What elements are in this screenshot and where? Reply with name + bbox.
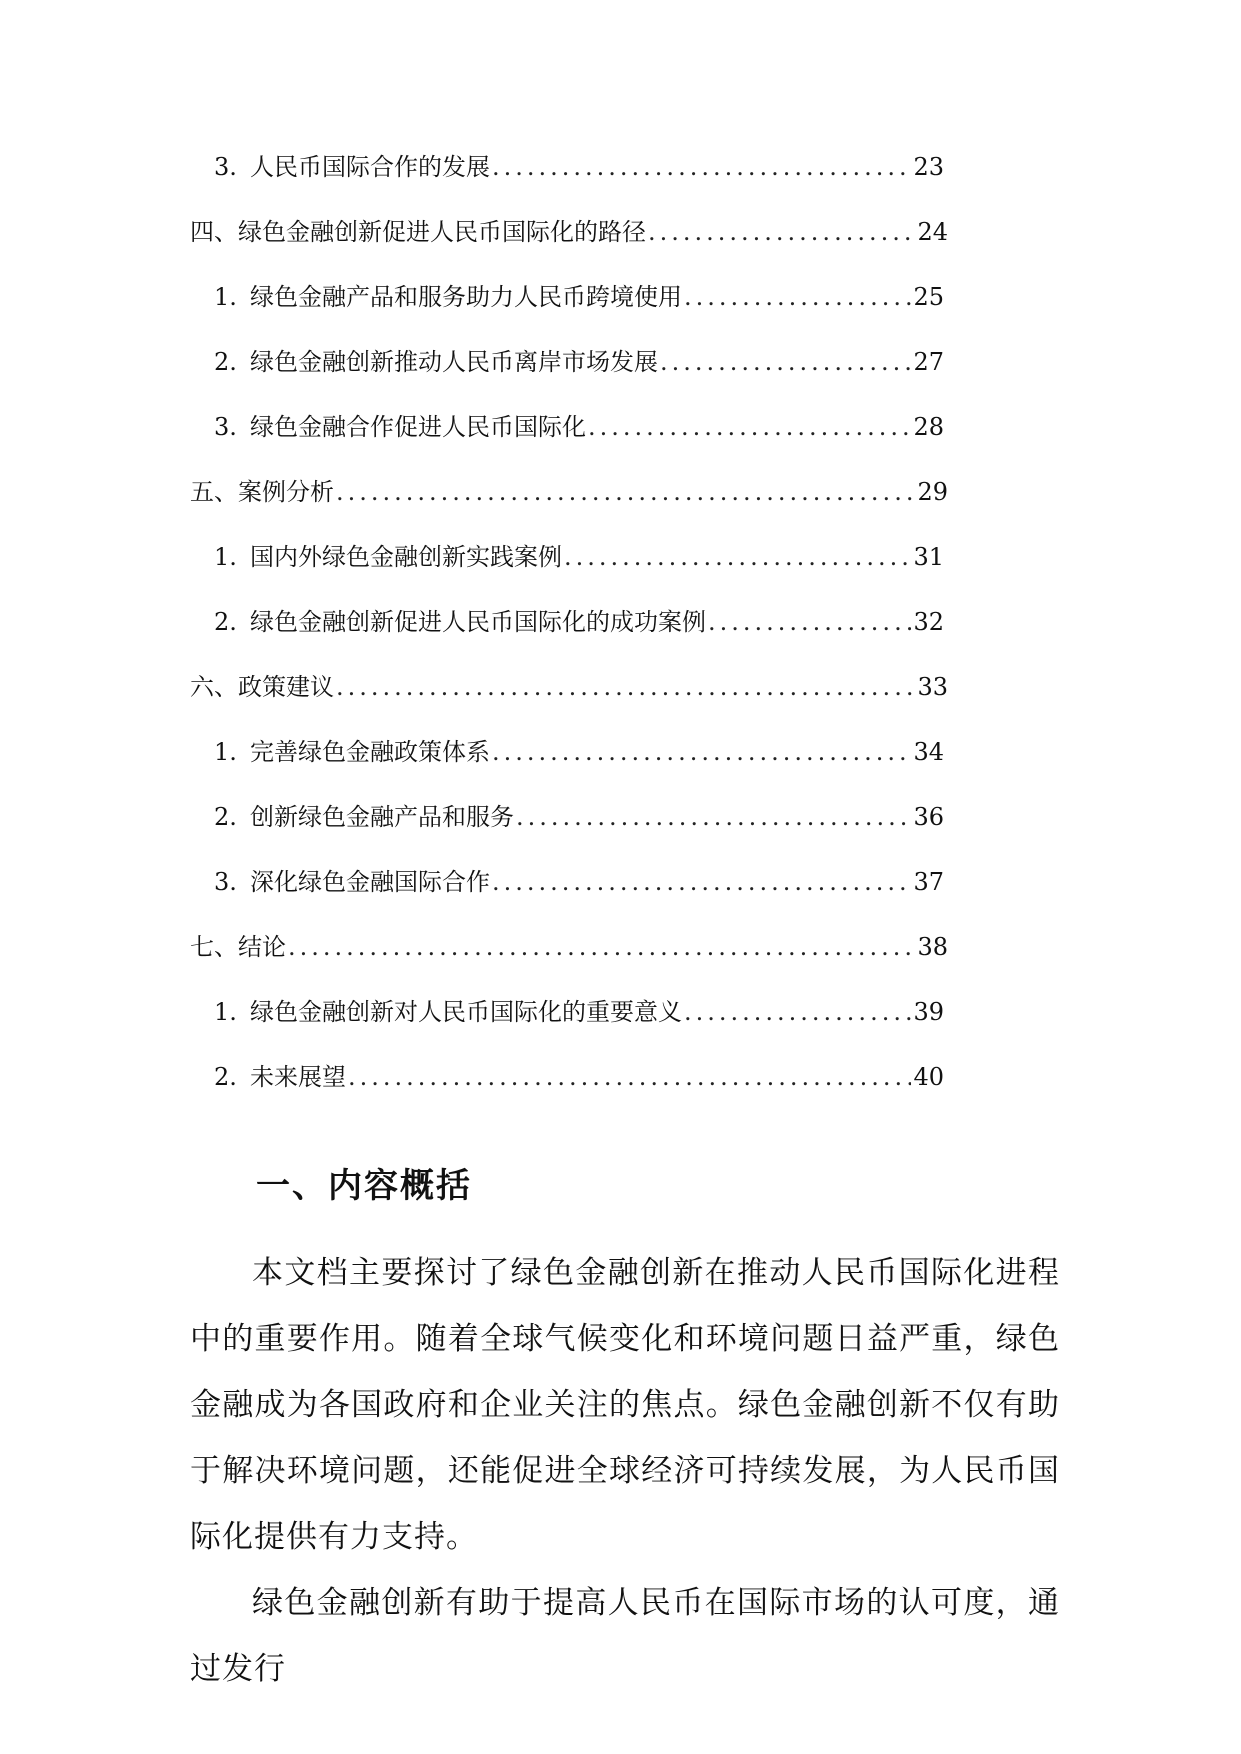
toc-entry-number: 2. [214, 348, 237, 376]
toc-entry-title: 未来展望 [250, 1063, 346, 1091]
toc-dot-leader [708, 607, 911, 637]
toc-entry-number: 3. [214, 153, 237, 181]
toc-entry[interactable] [214, 802, 944, 832]
toc-dot-leader [588, 412, 911, 442]
toc-entry[interactable] [190, 672, 948, 702]
toc-dot-leader [564, 542, 911, 572]
toc-entry[interactable] [214, 1062, 944, 1092]
toc-entry-title: 七、结论 [190, 933, 286, 961]
toc-dot-leader [336, 477, 915, 507]
toc-entry-page: 28 [913, 413, 944, 441]
toc-entry-title: 绿色金融产品和服务助力人民币跨境使用 [250, 283, 682, 311]
toc-dot-leader [684, 997, 911, 1027]
toc-entry-page: 25 [913, 283, 944, 311]
toc-entry-page: 40 [913, 1063, 944, 1091]
toc-entry-title: 创新绿色金融产品和服务 [250, 803, 514, 831]
toc-entry[interactable] [190, 217, 948, 247]
toc-entry-page: 37 [913, 868, 944, 896]
toc-entry-title: 人民币国际合作的发展 [250, 153, 490, 181]
toc-entry-page: 24 [917, 218, 948, 246]
toc-entry-title: 绿色金融创新促进人民币国际化的成功案例 [250, 608, 706, 636]
toc-entry-page: 36 [913, 803, 944, 831]
toc-entry-title: 绿色金融合作促进人民币国际化 [250, 413, 586, 441]
toc-dot-leader [492, 737, 911, 767]
toc-entry[interactable] [190, 932, 948, 962]
toc-entry-title: 五、案例分析 [190, 478, 334, 506]
toc-entry-page: 29 [917, 478, 948, 506]
toc-entry-number: 2. [214, 1063, 237, 1091]
toc-dot-leader [660, 347, 911, 377]
toc-entry-number: 3. [214, 868, 237, 896]
toc-entry[interactable] [214, 867, 944, 897]
toc-entry[interactable] [214, 542, 944, 572]
toc-entry[interactable] [214, 282, 944, 312]
toc-entry-title: 四、绿色金融创新促进人民币国际化的路径 [190, 218, 646, 246]
toc-entry-page: 23 [913, 153, 944, 181]
toc-entry-page: 32 [913, 608, 944, 636]
toc-entry-title: 绿色金融创新对人民币国际化的重要意义 [250, 998, 682, 1026]
toc-entry-title: 六、政策建议 [190, 673, 334, 701]
toc-entry-title: 完善绿色金融政策体系 [250, 738, 490, 766]
toc-entry-number: 2. [214, 803, 237, 831]
toc-entry-page: 33 [917, 673, 948, 701]
toc-dot-leader [348, 1062, 911, 1092]
toc-dot-leader [336, 672, 915, 702]
toc-dot-leader [288, 932, 915, 962]
toc-entry[interactable] [214, 412, 944, 442]
toc-entry-page: 34 [913, 738, 944, 766]
toc-entry-page: 31 [913, 543, 944, 571]
toc-entry[interactable] [190, 477, 948, 507]
toc-entry-title: 绿色金融创新推动人民币离岸市场发展 [250, 348, 658, 376]
toc-dot-leader [492, 152, 911, 182]
toc-dot-leader [684, 282, 911, 312]
body-paragraph: 绿色金融创新有助于提高人民币在国际市场的认可度，通过发行 [190, 1585, 1060, 1687]
toc-entry-number: 1. [214, 283, 237, 311]
toc-dot-leader [648, 217, 915, 247]
toc-dot-leader [492, 867, 911, 897]
section-body [190, 1240, 1060, 1702]
toc-entry-page: 38 [917, 933, 948, 961]
toc-entry-number: 2. [214, 608, 237, 636]
toc-entry-page: 39 [913, 998, 944, 1026]
toc-entry[interactable] [214, 347, 944, 377]
body-paragraph: 本文档主要探讨了绿色金融创新在推动人民币国际化进程中的重要作用。随着全球气候变化和环境问题日益严重，绿色金融成为各国政府和企业关注的焦点。绿色金融创新不仅有助于解决环境问题，还能促进全球经济可持续发展，为人民币国际化提供有力支持。 [190, 1255, 1060, 1555]
section-heading: 一、内容概括 [256, 1166, 472, 1206]
toc-entry[interactable] [214, 607, 944, 637]
toc-entry-number: 1. [214, 998, 237, 1026]
toc-entry-page: 27 [913, 348, 944, 376]
toc-entry-title: 国内外绿色金融创新实践案例 [250, 543, 562, 571]
toc-entry-number: 1. [214, 738, 237, 766]
toc-entry-number: 1. [214, 543, 237, 571]
toc-entry-number: 3. [214, 413, 237, 441]
toc-entry[interactable] [214, 152, 944, 182]
toc-entry-title: 深化绿色金融国际合作 [250, 868, 490, 896]
toc-dot-leader [516, 802, 911, 832]
toc-entry[interactable] [214, 737, 944, 767]
toc-entry[interactable] [214, 997, 944, 1027]
